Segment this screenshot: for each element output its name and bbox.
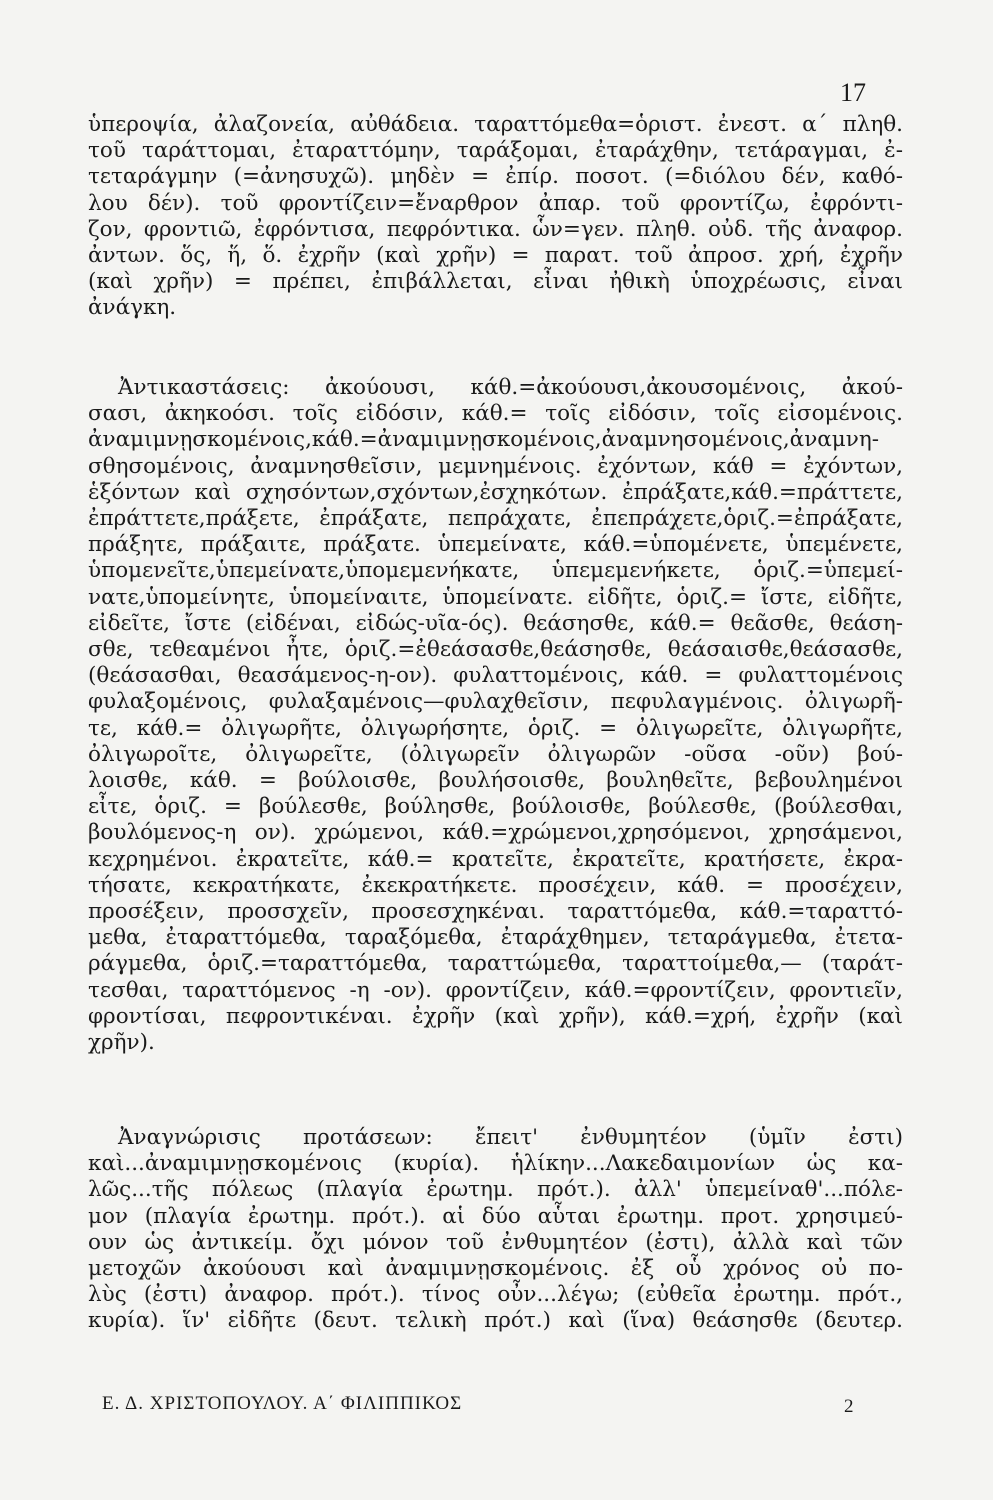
text-line: Ἀντικαστάσεις: ἀκούουσι, κάθ.=ἀκούουσι,ἀκουσομένοις, ἀκού- (118, 375, 903, 400)
text-line: ράγμεθα, ὁριζ.=ταραττόμεθα, ταραττώμεθα, ταραττοίμεθα,— (ταράτ- (88, 951, 903, 977)
paragraph-definitions (88, 112, 903, 322)
text-line: κεχρημένοι. ἐκρατεῖτε, κάθ.= κρατεῖτε, ἐκρατεῖτε, κρατήσετε, ἐκρα- (88, 846, 903, 872)
text-line: ἀναμιμνῃσκομένοις,κάθ.=ἀναμιμνῃσκομένοις,ἀναμνησομένοις,ἀναμνη- (88, 427, 879, 453)
text-line: τεσθαι, ταραττόμενος -η -ον). φροντίζειν, κάθ.=φροντίζειν, φροντιεῖν, (88, 977, 903, 1003)
text-line: ὑπομενεῖτε,ὑπεμείνατε,ὑπομεμενήκατε, ὑπεμεμενήκετε, ὁριζ.=ὑπεμεί- (88, 558, 903, 584)
text-line: σασι, ἀκηκοόσι. τοῖς εἰδόσιν, κάθ.= τοῖς εἰδόσιν, τοῖς εἰσομένοις. (88, 401, 903, 427)
text-line: ουν ὡς ἀντικείμ. ὄχι μόνον τοῦ ἐνθυμητέον (ἐστι), ἀλλὰ καὶ τῶν (88, 1229, 903, 1255)
text-line: φροντίσαι, πεφροντικέναι. ἐχρῆν (καὶ χρῆν), κάθ.=χρή, ἐχρῆν (καὶ (88, 1003, 903, 1029)
text-line: λοισθε, κάθ. = βούλοισθε, βουλήσοισθε, βουληθεῖτε, βεβουλημένοι (88, 768, 903, 794)
text-line: προσέξειν, προσσχεῖν, προσεσχηκέναι. ταραττόμεθα, κάθ.=ταραττό- (88, 899, 903, 925)
paragraph-substitutions (88, 375, 903, 1056)
paragraph-sentence-recognition (88, 1125, 903, 1335)
text-line: ὀλιγωροῖτε, ὀλιγωρεῖτε, (ὀλιγωρεῖν ὀλιγωρῶν -οῦσα -οῦν) βού- (88, 741, 903, 767)
text-line: τοῦ ταράττομαι, ἐταραττόμην, ταράξομαι, ἐταράχθην, τετάραγμαι, ἐ- (88, 138, 903, 164)
text-line: ἀντων. ὅς, ἥ, ὅ. ἐχρῆν (καὶ χρῆν) = παρατ. τοῦ ἀπροσ. χρή, ἐχρῆν (88, 243, 903, 269)
text-line: (θεάσασθαι, θεασάμενος-η-ον). φυλαττομένοις, κάθ. = φυλαττομένοις (88, 663, 903, 689)
text-line: λῶς...τῆς πόλεως (πλαγία ἐρωτημ. πρότ.). ἀλλ' ὑπεμείναθ'...πόλε- (88, 1177, 903, 1203)
text-line: (καὶ χρῆν) = πρέπει, ἐπιβάλλεται, εἶναι ἠθικὴ ὑποχρέωσις, εἶναι (88, 269, 903, 295)
text-line: μεθα, ἐταραττόμεθα, ταραξόμεθα, ἐταράχθημεν, τεταράγμεθα, ἐτετα- (88, 925, 903, 951)
text-line: ἐπράττετε,πράξετε, ἐπράξατε, πεπράχατε, ἐπεπράχετε,ὁριζ.=ἐπράξατε, (88, 506, 903, 532)
text-line: τε, κάθ.= ὀλιγωρῆτε, ὀλιγωρήσητε, ὁριζ. = ὀλιγωρεῖτε, ὀλιγωρῆτε, (88, 715, 903, 741)
text-line: λου δέν). τοῦ φροντίζειν=ἔναρθρον ἀπαρ. τοῦ φροντίζω, ἐφρόντι- (88, 190, 903, 216)
text-line: νατε,ὑπομείνητε, ὑπομείναιτε, ὑπομείνατε. εἰδῆτε, ὁριζ.= ἴστε, εἰδῆτε, (88, 584, 903, 610)
text-line: μον (πλαγία ἐρωτημ. πρότ.). αἱ δύο αὗται ἐρωτημ. προτ. χρησιμεύ- (88, 1203, 903, 1229)
text-line: κυρία). ἵν' εἰδῆτε (δευτ. τελικὴ πρότ.) καὶ (ἵνα) θεάσησθε (δευτερ. (88, 1308, 903, 1334)
text-line: σθησομένοις, ἀναμνησθεῖσιν, μεμνημένοις. ἐχόντων, κάθ = ἐχόντων, (88, 453, 903, 479)
page-number: 17 (840, 78, 866, 107)
text-line: Ἀναγνώρισις προτάσεων: ἔπειτ' ἐνθυμητέον (ὑμῖν ἐστι) (118, 1125, 903, 1150)
text-line: εἰδεῖτε, ἴστε (εἰδέναι, εἰδώς-υῖα-ός). θεάσησθε, κάθ.= θεᾶσθε, θεάση- (88, 610, 903, 636)
text-line: βουλόμενος-η ον). χρώμενοι, κάθ.=χρώμενοι,χρησόμενοι, χρησάμενοι, (88, 820, 903, 846)
text-line: καὶ...ἀναμιμνῃσκομένοις (κυρία). ἡλίκην...Λακεδαιμονίων ὡς κα- (88, 1151, 903, 1177)
text-line: ὑπεροψία, ἀλαζονεία, αὐθάδεια. ταραττόμεθα=ὁριστ. ἐνεστ. α΄ πληθ. (88, 112, 903, 137)
text-line: ἑξόντων καὶ σχησόντων,σχόντων,ἐσχηκότων. ἐπράξατε,κάθ.=πράττετε, (88, 479, 903, 505)
text-line: μετοχῶν ἀκούουσι καὶ ἀναμιμνῃσκομένοις. ἐξ οὗ χρόνος οὐ πο- (88, 1256, 903, 1282)
text-line: τήσατε, κεκρατήκατε, ἐκεκρατήκετε. προσέχειν, κάθ. = προσέχειν, (88, 872, 903, 898)
footer-signature-number: 2 (844, 1396, 854, 1417)
text-line: ἀνάγκη. (88, 295, 177, 321)
text-line: τεταράγμην (=ἀνησυχῶ). μηδὲν = ἐπίρ. ποσοτ. (=διόλου δέν, καθό- (88, 164, 903, 190)
text-line: χρῆν). (88, 1030, 155, 1056)
footer-title: Ε. Δ. ΧΡΙΣΤΟΠΟΥΛΟΥ. Α΄ ΦΙΛΙΠΠΙΚΟΣ (102, 1393, 463, 1414)
text-line: λὺς (ἐστι) ἀναφορ. πρότ.). τίνος οὖν...λέγω; (εὐθεῖα ἐρωτημ. πρότ., (88, 1282, 903, 1308)
text-line: σθε, τεθεαμένοι ἦτε, ὁριζ.=ἐθεάσασθε,θεάσησθε, θεάσαισθε,θεάσασθε, (88, 637, 903, 663)
text-line: πράξητε, πράξαιτε, πράξατε. ὑπεμείνατε, κάθ.=ὑπομένετε, ὑπεμένετε, (88, 532, 903, 558)
text-line: ζον, φροντιῶ, ἐφρόντισα, πεφρόντικα. ὧν=γεν. πληθ. οὐδ. τῆς ἀναφορ. (88, 216, 903, 242)
text-line: φυλαξομένοις, φυλαξαμένοις—φυλαχθεῖσιν, πεφυλαγμένοις. ὀλιγωρῆ- (88, 689, 903, 715)
text-line: εἶτε, ὁριζ. = βούλεσθε, βούλησθε, βούλοισθε, βούλεσθε, (βούλεσθαι, (88, 794, 903, 820)
